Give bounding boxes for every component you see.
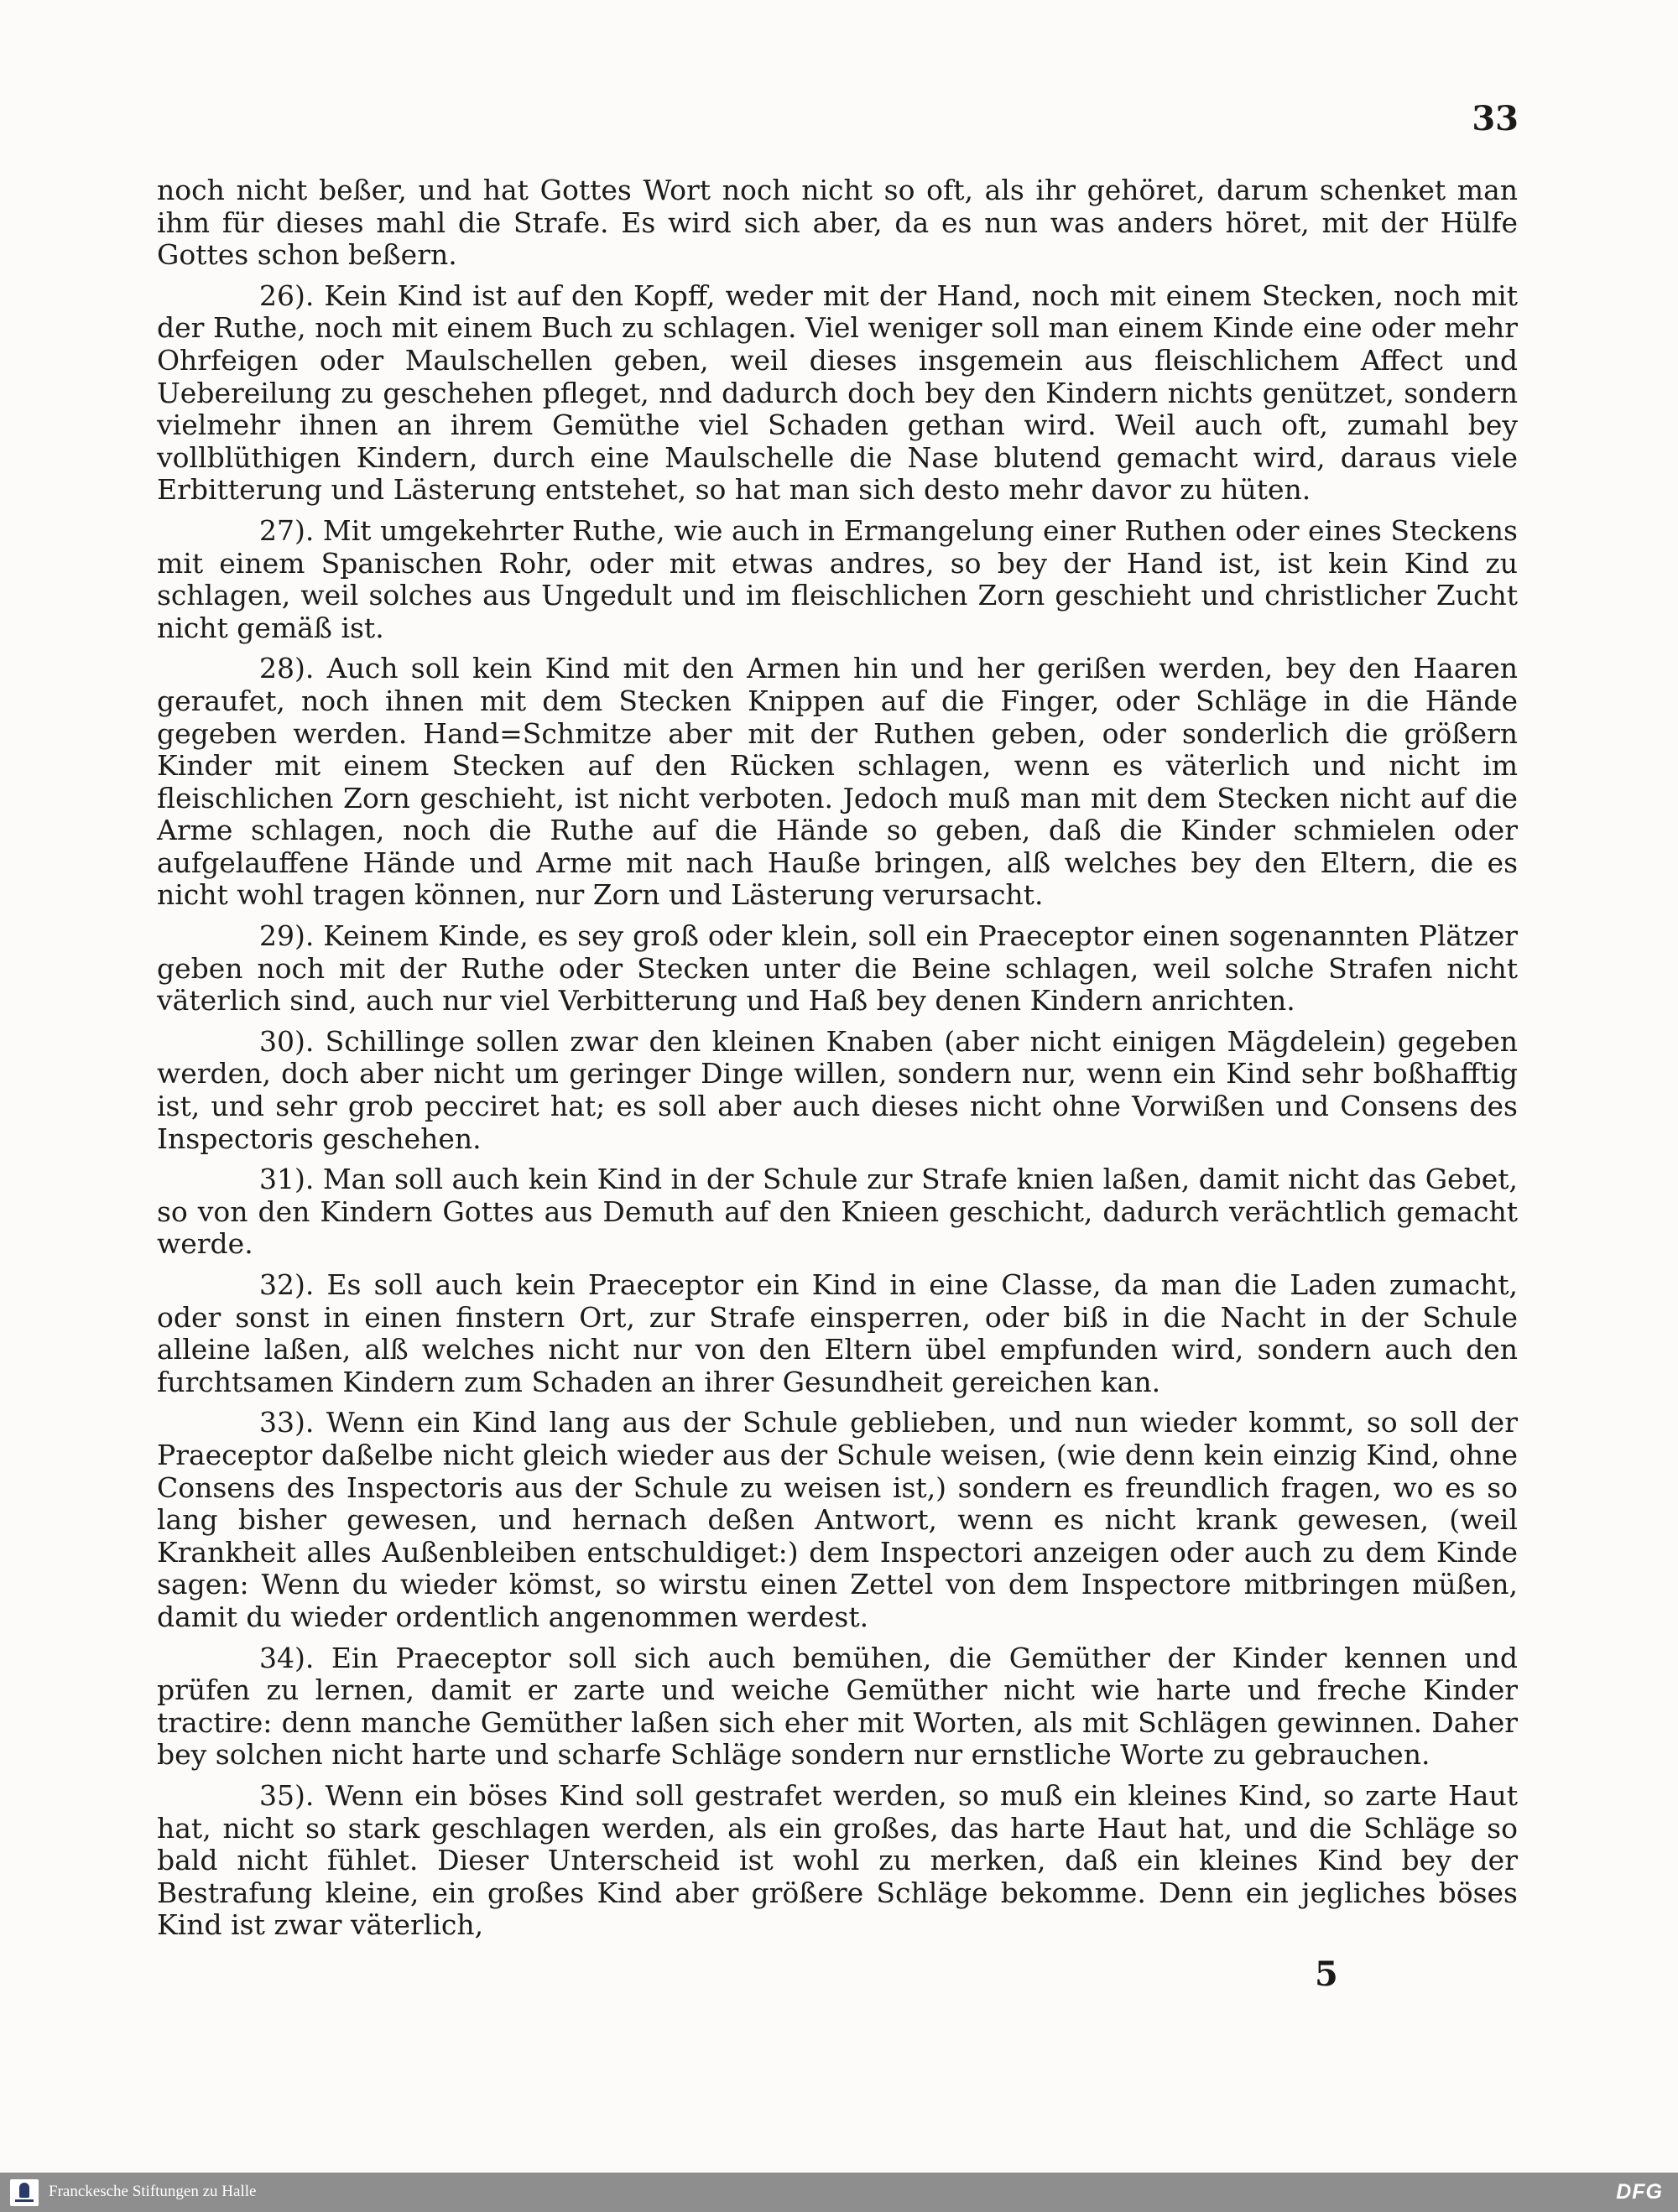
paragraph-continuation: noch nicht beßer, und hat Gottes Wort noch nicht so oft, als ihr gehöret, darum schenket man ihm für dieses mahl die Strafe. Es wird sich aber, da es nun was anders höret, mit der Hülfe Gottes schon beßern.	[157, 174, 1518, 272]
paragraph-31: 31). Man soll auch kein Kind in der Schule zur Strafe knien laßen, damit nicht das Gebet, so von den Kindern Gottes aus Demuth auf den Knieen geschicht, dadurch verächtlich gemacht werde.	[157, 1163, 1518, 1261]
paragraph-32: 32). Es soll auch kein Praeceptor ein Kind in eine Classe, da man die Laden zumacht, oder sonst in einen finstern Ort, zur Strafe einsperren, oder biß in die Nacht in der Schule alleine laßen, alß welches nicht nur von den Eltern übel empfunden wird, sondern auch den furchtsamen Kindern zum Schaden an ihrer Gesundheit gereichen kan.	[157, 1268, 1518, 1398]
footer-bar	[0, 2173, 1678, 2212]
paragraph-33: 33). Wenn ein Kind lang aus der Schule geblieben, und nun wieder kommt, so soll der Praeceptor daßelbe nicht gleich wieder aus der Schule weisen, (wie denn kein einzig Kind, ohne Consens des Inspectoris aus der Schule zu weisen ist,) sondern es freundlich fragen, wo es so lang bisher gewesen, und hernach deßen Antwort, wenn es nicht krank gewesen, (weil Krankheit alles Außenbleiben entschuldiget:) dem Inspectori anzeigen oder auch zu dem Kinde sagen: Wenn du wieder kömst, so wirstu einen Zettel von dem Inspectore mitbringen müßen, damit du wieder ordentlich angenommen werdest.	[157, 1406, 1518, 1633]
francke-foundation-logo-icon[interactable]	[10, 2179, 39, 2206]
footer-institution-link[interactable]: Franckesche Stiftungen zu Halle	[49, 2183, 257, 2200]
dfg-logo[interactable]: DFG	[1616, 2180, 1663, 2204]
paragraph-35: 35). Wenn ein böses Kind soll gestrafet werden, so muß ein kleines Kind, so zarte Haut hat, nicht so stark geschlagen werden, als ein großes, das harte Haut hat, und die Schläge so bald nicht fühlet. Dieser Unterscheid ist wohl zu merken, daß ein kleines Kind bey der Bestrafung kleine, ein großes Kind aber größere Schläge bekomme. Denn ein jegliches böses Kind ist zwar väterlich,	[157, 1778, 1518, 1942]
signature-mark: 5	[1315, 1954, 1338, 1994]
body-text	[157, 174, 1518, 1950]
paragraph-27: 27). Mit umgekehrter Ruthe, wie auch in Ermangelung einer Ruthen oder eines Steckens mit einem Spanischen Rohr, oder mit etwas andres, so bey der Hand ist, ist kein Kind zu schlagen, weil solches aus Ungedult und im fleischlichen Zorn geschieht und christlicher Zucht nicht gemäß ist.	[157, 513, 1518, 644]
page-number: 33	[1472, 99, 1519, 138]
paragraph-29: 29). Keinem Kinde, es sey groß oder klein, soll ein Praeceptor einen sogenannten Plätzer geben noch mit der Ruthe oder Stecken unter die Beine schlagen, weil solche Strafen nicht väterlich sind, auch nur viel Verbitterung und Haß bey denen Kindern anrichten.	[157, 919, 1518, 1018]
paragraph-26: 26). Kein Kind ist auf den Kopff, weder mit der Hand, noch mit einem Stecken, noch mit der Ruthe, noch mit einem Buch zu schlagen. Viel weniger soll man einem Kinde eine oder mehr Ohrfeigen oder Maulschellen geben, weil dieses insgemein aus fleischlichem Affect und Uebereilung zu geschehen pfleget, nnd dadurch doch bey den Kindern nichts genützet, sondern vielmehr ihnen an ihrem Gemüthe viel Schaden gethan wird. Weil auch oft, zumahl bey vollblüthigen Kindern, durch eine Maulschelle die Nase blutend gemacht wird, daraus viele Erbitterung und Lästerung entstehet, so hat man sich desto mehr davor zu hüten.	[157, 278, 1518, 507]
paragraph-28: 28). Auch soll kein Kind mit den Armen hin und her gerißen werden, bey den Haaren geraufet, noch ihnen mit dem Stecken Knippen auf die Finger, oder Schläge in die Hände gegeben werden. Hand=Schmitze aber mit der Ruthen geben, oder sonderlich die größern Kinder mit einem Stecken auf den Rücken schlagen, wenn es väterlich und nicht im fleischlichen Zorn geschieht, ist nicht verboten. Jedoch muß man mit dem Stecken nicht auf die Arme schlagen, noch die Ruthe auf die Hände so geben, daß die Kinder schmielen oder aufgelauffene Hände und Arme mit nach Hauße bringen, alß welches bey den Eltern, die es nicht wohl tragen können, nur Zorn und Lästerung verursacht.	[157, 652, 1518, 912]
paragraph-34: 34). Ein Praeceptor soll sich auch bemühen, die Gemüther der Kinder kennen und prüfen zu lernen, damit er zarte und weiche Gemüther nicht wie harte und freche Kinder tractire: denn manche Gemüther laßen sich eher mit Worten, als mit Schlägen gewinnen. Daher bey solchen nicht harte und scharfe Schläge sondern nur ernstliche Worte zu gebrauchen.	[157, 1641, 1518, 1772]
paragraph-30: 30). Schillinge sollen zwar den kleinen Knaben (aber nicht einigen Mägdelein) gegeben werden, doch aber nicht um geringer Dinge willen, sondern nur, wenn ein Kind sehr boßhafftig ist, und sehr grob pecciret hat; es soll aber auch dieses nicht ohne Vorwißen und Consens des Inspectoris geschehen.	[157, 1024, 1518, 1155]
